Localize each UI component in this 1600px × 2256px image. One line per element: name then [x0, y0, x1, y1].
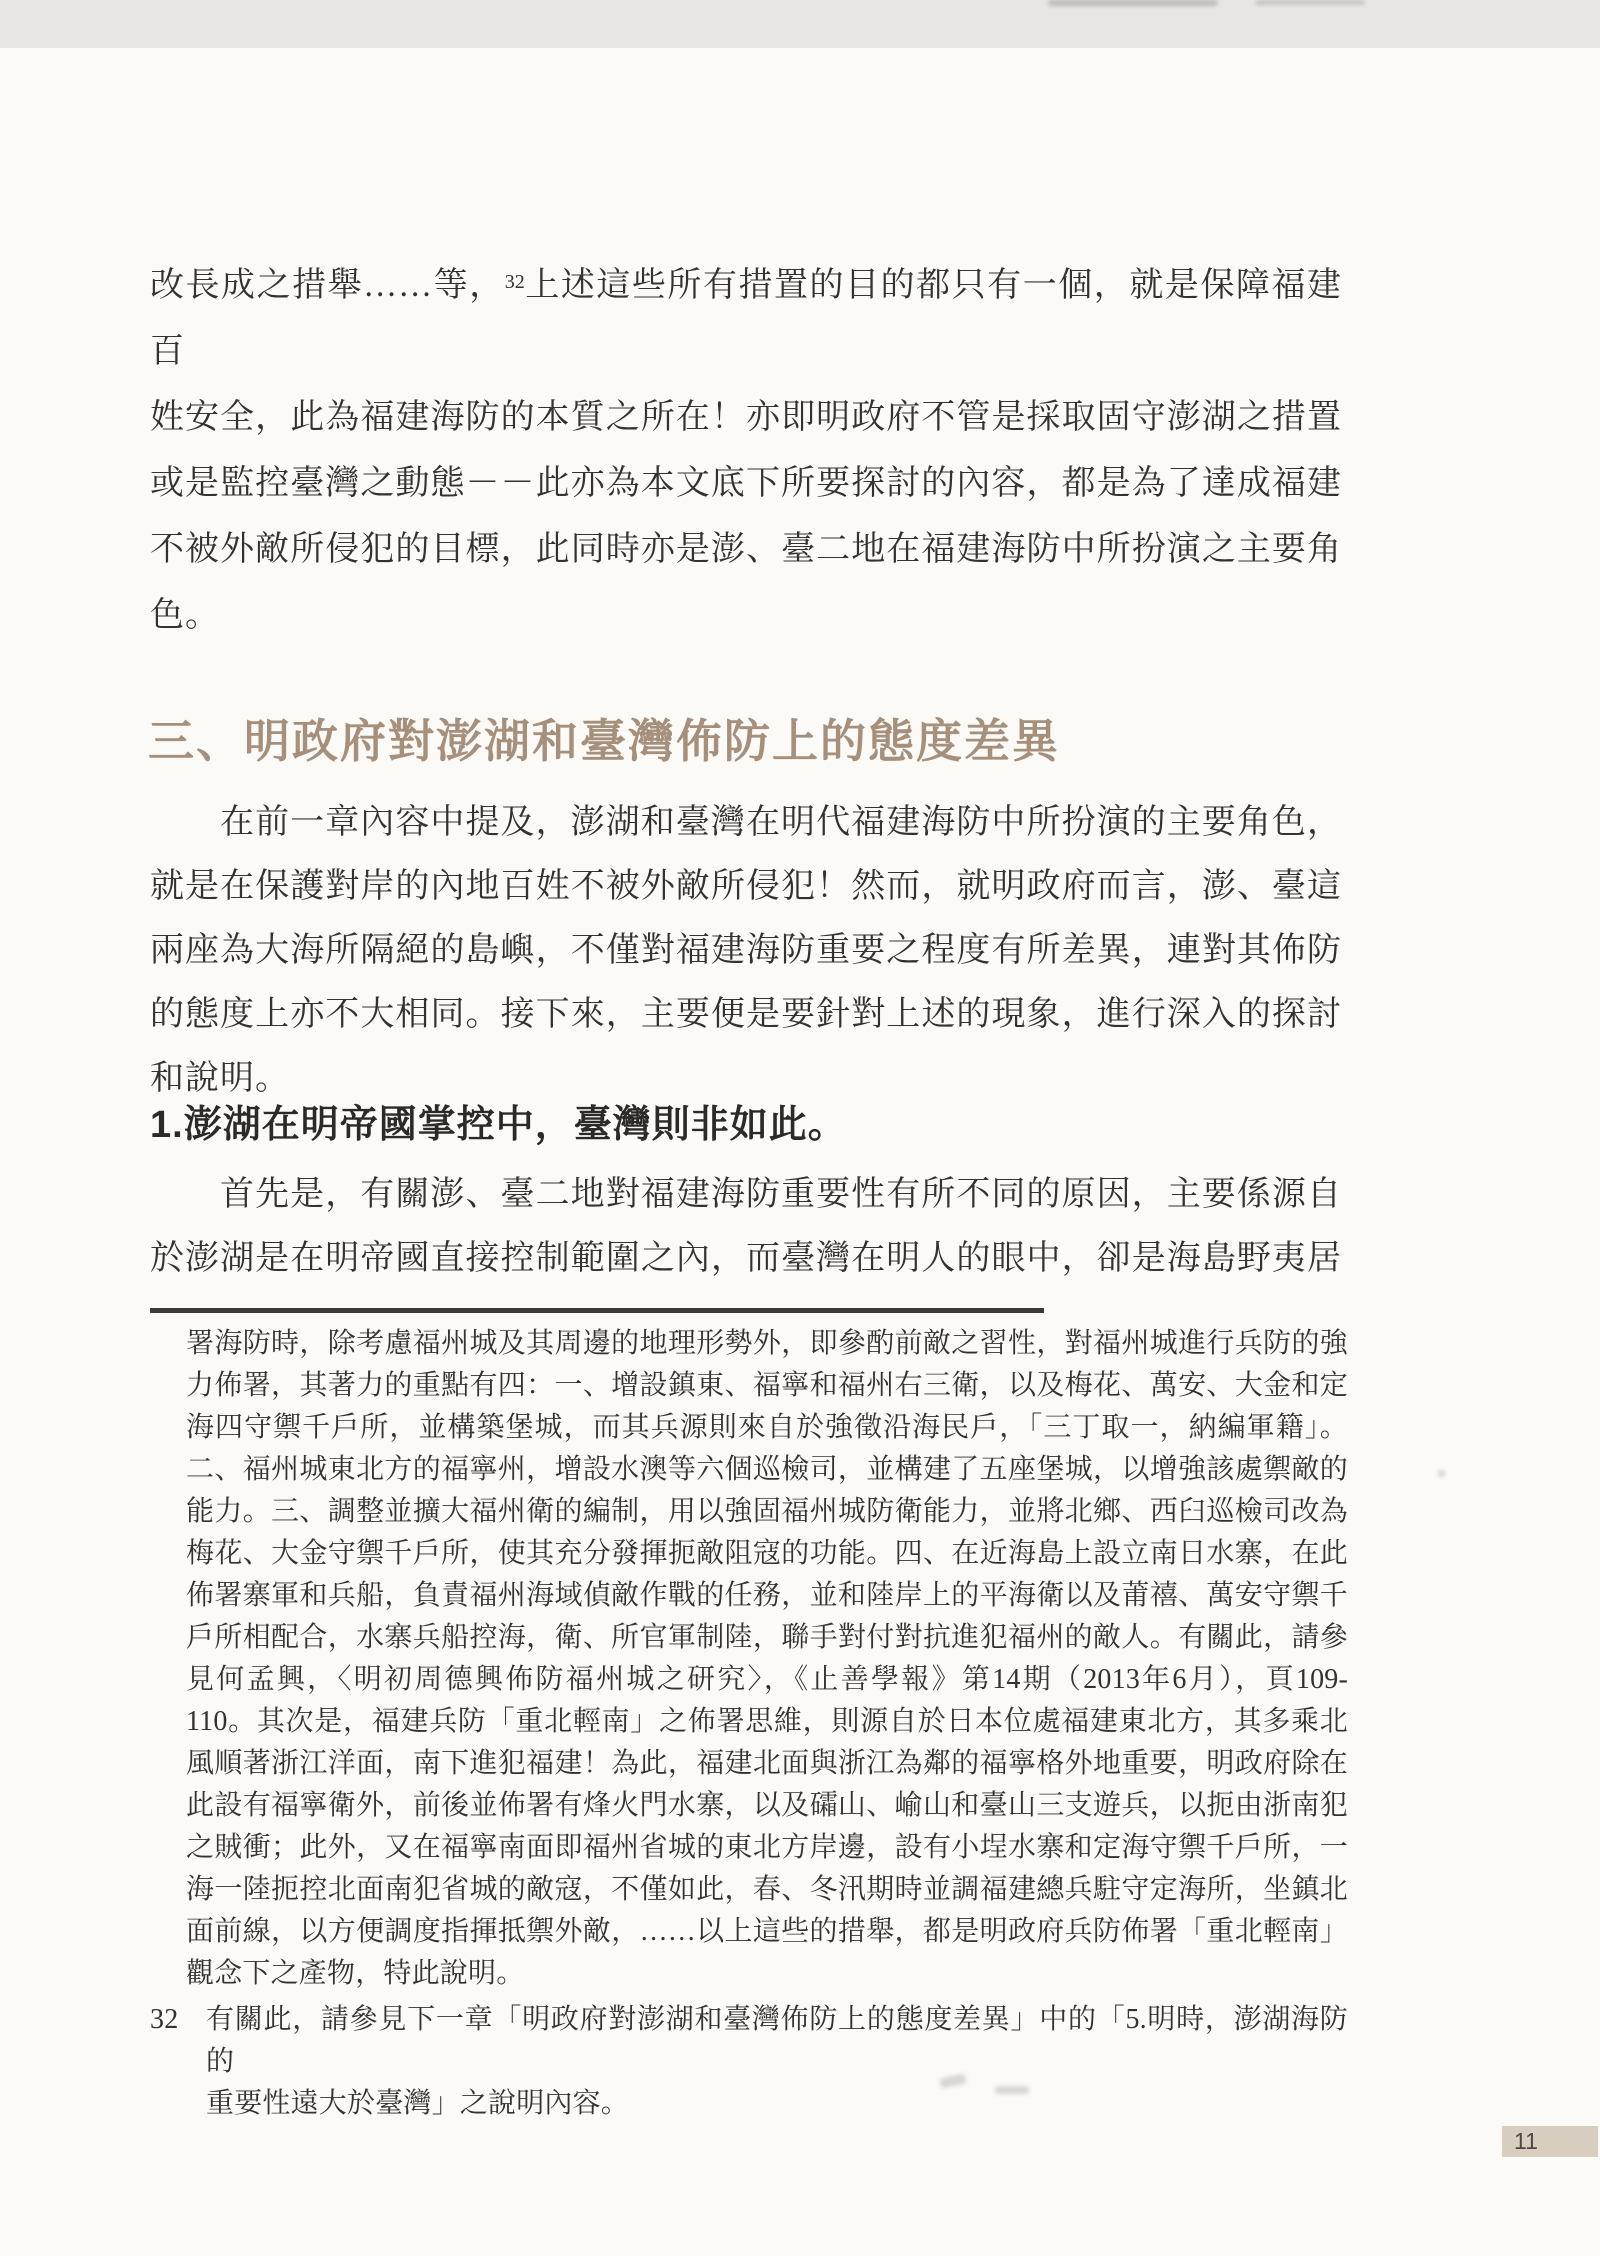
text-line: 在前一章內容中提及，澎湖和臺灣在明代福建海防中所扮演的主要角色，	[220, 804, 1342, 841]
text-line: 之賊衝；此外，又在福寧南面即福州省城的東北方岸邊，設有小埕水寨和定海守禦千戶所，一	[186, 1832, 1348, 1863]
paragraph-subsection	[150, 1163, 1342, 1291]
page-number-badge	[1502, 2126, 1598, 2157]
text-line: 的態度上亦不大相同。接下來，主要便是要針對上述的現象，進行深入的探討	[150, 996, 1342, 1033]
text-line: 見何孟興，〈明初周德興佈防福州城之研究〉，《止善學報》第14期（2013年6月），頁109-	[186, 1664, 1348, 1695]
text-line: 色。	[150, 597, 220, 634]
text-line: 兩座為大海所隔絕的島嶼，不僅對福建海防重要之程度有所差異，連對其佈防	[150, 932, 1342, 969]
text-line: 力佈署，其著力的重點有四：一、增設鎮東、福寧和福州右三衛，以及梅花、萬安、大金和定	[186, 1370, 1348, 1401]
text-line: 戶所相配合，水寨兵船控海，衛、所官軍制陸，聯手對付對抗進犯福州的敵人。有關此，請參	[186, 1622, 1348, 1653]
text-line: 署海防時，除考慮福州城及其周邊的地理形勢外，即參酌前敵之習性，對福州城進行兵防的強	[186, 1328, 1348, 1359]
text-line: 於澎湖是在明帝國直接控制範圍之內，而臺灣在明人的眼中，卻是海島野夷居	[150, 1240, 1342, 1277]
text-line: 姓安全，此為福建海防的本質之所在！亦即明政府不管是採取固守澎湖之措置	[150, 399, 1342, 436]
text-line: 重要性遠大於臺灣」之說明內容。	[206, 2088, 630, 2119]
text-line: 不被外敵所侵犯的目標，此同時亦是澎、臺二地在福建海防中所扮演之主要角	[150, 531, 1342, 568]
section-heading: 三、明政府對澎湖和臺灣佈防上的態度差異	[148, 715, 1060, 767]
paragraph-section-intro	[150, 791, 1342, 1111]
text-line: 佈署寨軍和兵船，負責福州海域偵敵作戰的任務，並和陸岸上的平海衛以及莆禧、萬安守禦千	[186, 1580, 1348, 1611]
text-line: 就是在保護對岸的內地百姓不被外敵所侵犯！然而，就明政府而言，澎、臺這	[150, 868, 1342, 905]
text-line: 有關此，請參見下一章「明政府對澎湖和臺灣佈防上的態度差異」中的「5.明時，澎湖海防的	[206, 2004, 1348, 2077]
text-line: 能力。三、調整並擴大福州衛的編制，用以強固福州城防衛能力，並將北鄉、西臼巡檢司改為	[186, 1496, 1348, 1527]
footnote-32	[150, 1999, 1348, 2125]
text-line: 觀念下之產物，特此說明。	[186, 1958, 525, 1989]
text-line: 或是監控臺灣之動態－－此亦為本文底下所要探討的內容，都是為了達成福建	[150, 465, 1342, 502]
scan-top-edge-band	[0, 0, 1600, 48]
footnote-32-text	[206, 1999, 1348, 2125]
page-number: 11	[1514, 2128, 1538, 2154]
text-line: 110。其次是，福建兵防「重北輕南」之佈署思維，則源自於日本位處福建東北方，其多乘北	[186, 1706, 1348, 1737]
text-line: 海一陸扼控北面南犯省城的敵寇，不僅如此，春、冬汛期時並調福建總兵駐守定海所，坐鎮北	[186, 1874, 1348, 1905]
scan-artifact	[1048, 0, 1218, 6]
text-line: 海四守禦千戶所，並構築堡城，而其兵源則來自於強徵沿海民戶，「三丁取一，納編軍籍」。	[186, 1412, 1348, 1443]
text-line: 二、福州城東北方的福寧州，增設水澳等六個巡檢司，並構建了五座堡城，以增強該處禦敵的	[186, 1454, 1348, 1485]
text-line: 和說明。	[150, 1060, 290, 1097]
scan-artifact	[1255, 0, 1365, 5]
text-line: 首先是，有關澎、臺二地對福建海防重要性有所不同的原因，主要係源自	[220, 1176, 1342, 1213]
footnote-separator-rule	[150, 1308, 1044, 1313]
footnote-number: 32	[150, 2004, 179, 2035]
text-line: 改長成之措舉……等，$^{32}$上述這些所有措置的目的都只有一個，就是保障福建百	[150, 267, 1342, 370]
paragraph-continuation	[150, 249, 1342, 649]
text-line: 梅花、大金守禦千戶所，使其充分發揮扼敵阻寇的功能。四、在近海島上設立南日水寨，在此	[186, 1538, 1348, 1569]
subsection-heading: 1.澎湖在明帝國掌控中，臺灣則非如此。	[150, 1104, 847, 1146]
scan-artifact	[1438, 1470, 1445, 1477]
text-line: 此設有福寧衛外，前後並佈署有烽火門水寨，以及礵山、崳山和臺山三支遊兵，以扼由浙南犯	[186, 1790, 1348, 1821]
text-line: 面前線，以方便調度指揮抵禦外敵，……以上這些的措舉，都是明政府兵防佈署「重北輕南」	[186, 1916, 1348, 1947]
text-line: 風順著浙江洋面，南下進犯福建！為此，福建北面與浙江為鄰的福寧格外地重要，明政府除在	[186, 1748, 1348, 1779]
footnote-continuation	[186, 1323, 1348, 1995]
